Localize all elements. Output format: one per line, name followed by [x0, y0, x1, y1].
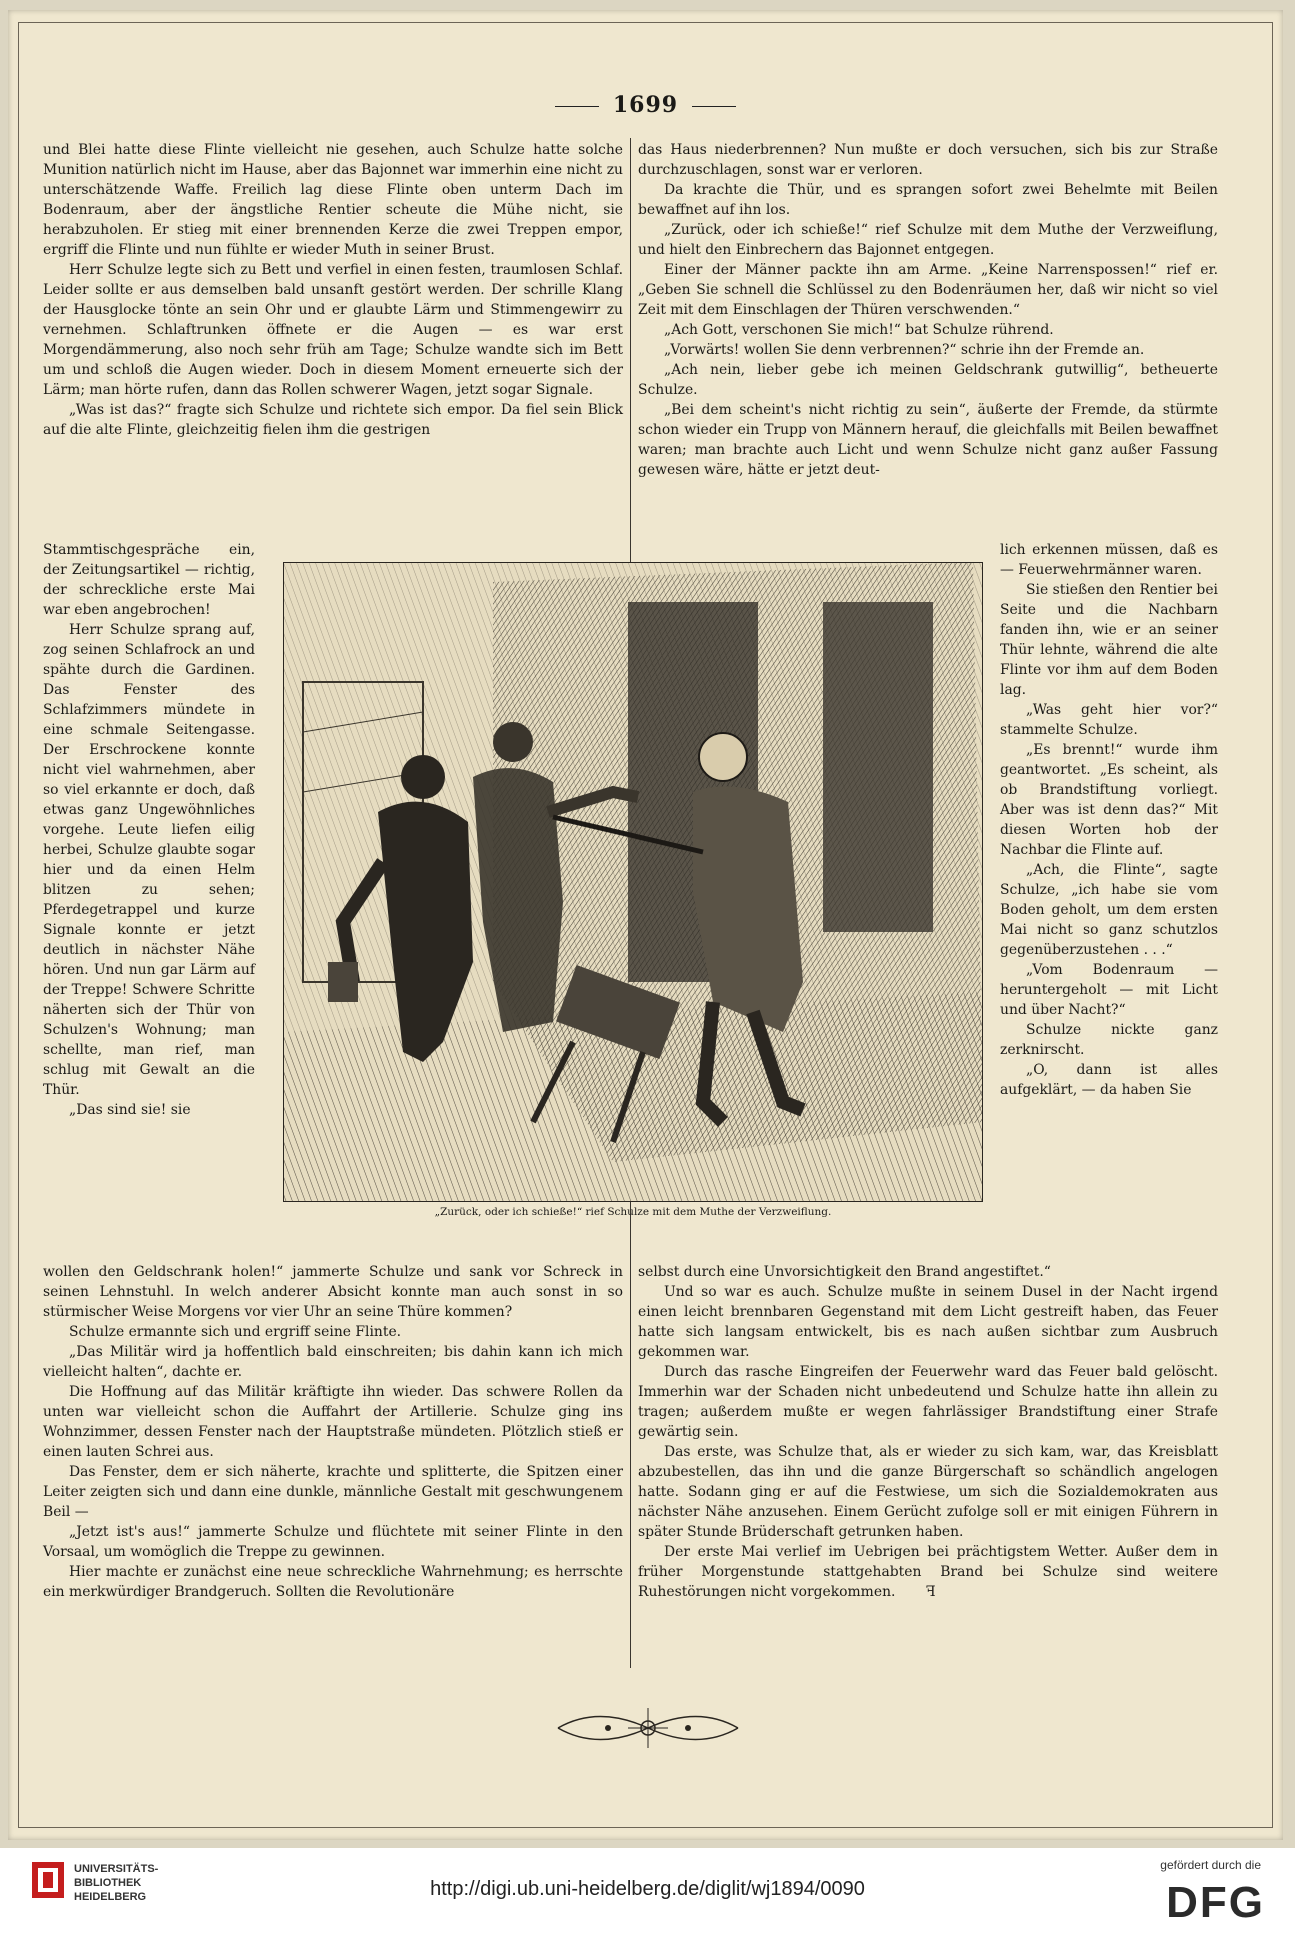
- paragraph: und Blei hatte diese Flinte vielleicht nie gesehen, auch Schulze hatte solche Munition natürlich nicht im Hause, aber das Bajonnet war immerhin eine nicht zu unterschätzende Waffe. Freilich lag diese Flinte oben unterm Dach im Bodenraum, aber der ängstliche Rentier scheute die Mühe nicht, sie herabzuholen. Er stieg mit einer brennenden Kerze die zwei Treppen empor, ergriff die Flinte und nun fühlte er wieder Muth in seiner Brust.: [43, 142, 623, 258]
- paragraph: wollen den Geldschrank holen!“ jammerte Schulze und sank vor Schreck in seinen Lehnstuhl. In welch anderer Absicht konnte man auch sonst in so stürmischer Weise Morgens vor vier Uhr an seine Thüre kommen?: [43, 1264, 623, 1320]
- paragraph: „Das sind sie! sie: [69, 1102, 191, 1118]
- right-column-bottom: [638, 1262, 1218, 1602]
- right-flow-column: [1000, 540, 1218, 1100]
- dfg-logo: DFG: [1166, 1878, 1265, 1927]
- engraving-drawing: [283, 562, 983, 1202]
- institution-line: HEIDELBERG: [74, 1891, 147, 1903]
- paragraph: Die Hoffnung auf das Militär kräftigte ihn wieder. Das schwere Rollen da unten war vielleicht schon die Auffahrt der Artillerie. Schulze ging ins Wohnzimmer, dessen Fenster nach der Hauptstraße mündeten. Plötzlich stieß er einen lauten Schrei aus.: [43, 1384, 623, 1460]
- permalink-url[interactable]: http://digi.ub.uni-heidelberg.de/diglit/wj1894/0090: [430, 1878, 865, 1900]
- author-monogram: ꟻ: [925, 1584, 936, 1600]
- paragraph: Einer der Männer packte ihn am Arme. „Keine Narrenspossen!“ rief er. „Geben Sie schnell die Schlüssel zu den Bodenräumen her, daß wir nicht so viel Zeit mit dem Einschlagen der Thüren verschwenden.“: [638, 262, 1218, 318]
- paragraph: Schulze ermannte sich und ergriff seine Flinte.: [69, 1324, 402, 1340]
- paragraph: das Haus niederbrennen? Nun mußte er doch versuchen, sich bis zur Straße durchzuschlagen, sonst war er verloren.: [638, 142, 1218, 178]
- paragraph: „Ach Gott, verschonen Sie mich!“ bat Schulze rührend.: [664, 322, 1054, 338]
- paragraph: „Es brennt!“ wurde ihm geantwortet. „Es scheint, als ob Brandstiftung vorliegt. Aber was ist denn das?“ Mit diesen Worten hob der Nachbar die Flinte auf.: [1000, 742, 1218, 858]
- page-paper: [8, 10, 1283, 1840]
- paragraph: „Jetzt ist's aus!“ jammerte Schulze und flüchtete mit seiner Flinte in den Vorsaal, um womöglich die Treppe zu gewinnen.: [43, 1524, 623, 1560]
- paragraph: „Was geht hier vor?“ stammelte Schulze.: [1000, 702, 1218, 738]
- paragraph: Da krachte die Thür, und es sprangen sofort zwei Behelmte mit Beilen bewaffnet auf ihn los.: [638, 182, 1218, 218]
- paragraph: „Was ist das?“ fragte sich Schulze und richtete sich empor. Da fiel sein Blick auf die alte Flinte, gleichzeitig fielen ihm die gestrigen: [43, 402, 623, 438]
- page-number: 1699: [8, 92, 1283, 118]
- institution-line: BIBLIOTHEK: [74, 1877, 142, 1889]
- paragraph: Stammtischgespräche ein, der Zeitungsartikel — richtig, der schreckliche erste Mai war eben angebrochen!: [43, 542, 255, 618]
- floral-ornament: [548, 1700, 748, 1756]
- paragraph: „O, dann ist alles aufgeklärt, — da haben Sie: [1000, 1062, 1218, 1098]
- engraving-illustration: [283, 562, 983, 1202]
- paragraph: „Vom Bodenraum — heruntergeholt — mit Licht und über Nacht?“: [1000, 962, 1218, 1018]
- paragraph: „Vorwärts! wollen Sie denn verbrennen?“ schrie ihn der Fremde an.: [664, 342, 1145, 358]
- paragraph: Durch das rasche Eingreifen der Feuerwehr ward das Feuer bald gelöscht. Immerhin war der Schaden nicht unbedeutend und Schulze hatte ihn allein zu tragen; außerdem mußte er wegen fahrlässiger Brandstiftung einer Strafe gewärtig sein.: [638, 1364, 1218, 1440]
- paragraph: Hier machte er zunächst eine neue schreckliche Wahrnehmung; es herrschte ein merkwürdiger Brandgeruch. Sollten die Revolutionäre: [43, 1564, 623, 1600]
- digitization-footer: [0, 1848, 1295, 1934]
- illustration-caption: „Zurück, oder ich schieße!“ rief Schulze mit dem Muthe der Verzweiflung.: [434, 1206, 832, 1218]
- paragraph: „Bei dem scheint's nicht richtig zu sein“, äußerte der Fremde, da stürmte schon wieder ein Trupp von Männern herauf, die gleichfalls mit Beilen bewaffnet waren; man brachte auch Licht und wenn Schulze nicht ganz außer Fassung gewesen wäre, hätte er jetzt deut-: [638, 402, 1218, 478]
- left-flow-column: [43, 540, 255, 1120]
- paragraph: selbst durch eine Unvorsichtigkeit den Brand angestiftet.“: [638, 1264, 1051, 1280]
- paragraph: Herr Schulze legte sich zu Bett und verfiel in einen festen, traumlosen Schlaf. Leider sollte er aus demselben bald unsanft gestört werden. Der schrille Klang der Hausglocke tönte an sein Ohr und er glaubte Lärm und Stimmengewirr zu vernehmen. Schlaftrunken öffnete er die Augen — es war erst Morgendämmerung, also noch sehr früh am Tage; Schulze wandte sich im Bett um und schloß die Augen wieder. Doch in diesem Moment erneuerte sich der Lärm; man hörte rufen, dann das Rollen schwerer Wagen, jetzt sogar Signale.: [43, 262, 623, 398]
- paragraph: [638, 1542, 1218, 1602]
- paragraph: lich erkennen müssen, daß es — Feuerwehrmänner waren.: [1000, 542, 1218, 578]
- left-column-top: [43, 140, 623, 440]
- paragraph: Sie stießen den Rentier bei Seite und die Nachbarn fanden ihn, wie er an seiner Thür lehnte, während die alte Flinte vor ihm auf dem Boden lag.: [1000, 582, 1218, 698]
- paragraph: „Das Militär wird ja hoffentlich bald einschreiten; bis dahin kann ich mich vielleicht halten“, dachte er.: [43, 1344, 623, 1380]
- paragraph: Das erste, was Schulze that, als er wieder zu sich kam, war, das Kreisblatt abzubestellen, das ihn und die ganze Bürgerschaft so schändlich angelogen hatte. Sodann ging er auf die Festwiese, um sich die Sozialdemokraten aus nächster Nähe anzusehen. Einem Gerücht zufolge soll er mit einigen Führern in später Stunde Brüderschaft getrunken haben.: [638, 1444, 1218, 1540]
- paragraph: Das Fenster, dem er sich näherte, krachte und splitterte, die Spitzen einer Leiter zeigten sich und dann eine dunkle, männliche Gestalt mit geschwungenem Beil —: [43, 1464, 623, 1520]
- paragraph: „Ach, die Flinte“, sagte Schulze, „ich habe sie vom Boden geholt, um dem ersten Mai nicht so ganz schutzlos gegenüberzustehen . . .“: [1000, 862, 1218, 958]
- left-column-bottom: [43, 1262, 623, 1602]
- closing-paragraph: Der erste Mai verlief im Uebrigen bei prächtigstem Wetter. Außer dem in früher Morgenstunde stattgehabten Brand bei Schulze sind weitere Ruhestörungen nicht vorgekommen.: [638, 1544, 1218, 1600]
- right-column-top: [638, 140, 1218, 480]
- paragraph: Schulze nickte ganz zerknirscht.: [1000, 1022, 1218, 1058]
- funding-note: gefördert durch die: [1160, 1858, 1261, 1872]
- paragraph: „Ach nein, lieber gebe ich meinen Geldschrank gutwillig“, betheuerte Schulze.: [638, 362, 1218, 398]
- paragraph: Und so war es auch. Schulze mußte in seinem Dusel in der Nacht irgend einen leicht brennbaren Gegenstand mit dem Licht gestreift haben, das Feuer hatte sich langsam entwickelt, bis es nach außen sichtbar zum Ausbruch gekommen war.: [638, 1284, 1218, 1360]
- paragraph: Herr Schulze sprang auf, zog seinen Schlafrock an und spähte durch die Gardinen. Das Fenster des Schlafzimmers mündete in eine schmale Seitengasse. Der Erschrockene konnte nicht viel wahrnehmen, aber so viel erkannte er doch, daß etwas ganz Ungewöhnliches vorgehe. Leute liefen eilig herbei, Schulze glaubte sogar hier und da einen Helm blitzen zu sehen; Pferdegetrappel und kurze Signale konnte er jetzt deutlich in nächster Nähe hören. Und nun gar Lärm auf der Treppe! Schwere Schritte näherten sich der Thür von Schulzen's Wohnung; man schellte, man rief, man schlug mit Gewalt an die Thür.: [43, 622, 255, 1098]
- paragraph: „Zurück, oder ich schieße!“ rief Schulze mit dem Muthe der Verzweiflung, und hielt den Einbrechern das Bajonnet entgegen.: [638, 222, 1218, 258]
- institution-line: UNIVERSITÄTS-: [74, 1863, 159, 1875]
